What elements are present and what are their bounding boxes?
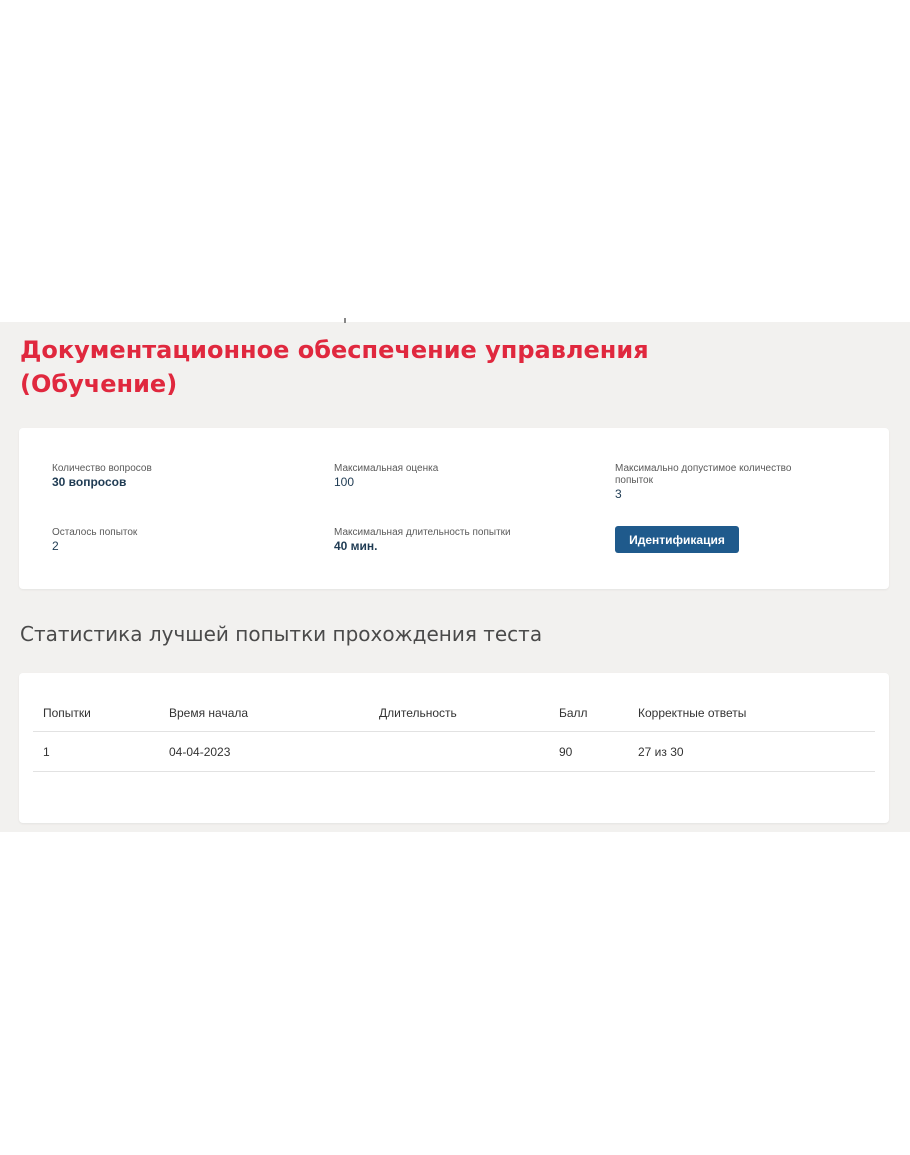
attempts-left-value: 2 [52,539,59,553]
page-title [20,333,720,401]
column-header-start-time: Время начала [159,695,369,732]
max-attempts-label: Максимально допустимое количество попыток [615,463,792,486]
divider-mark [344,318,346,323]
max-duration-value: 40 мин. [334,539,378,553]
column-header-attempts: Попытки [33,695,159,732]
cell-start-time: 04-04-2023 [159,732,369,772]
column-header-score: Балл [549,695,628,732]
stats-section-title: Статистика лучшей попытки прохождения теста [20,622,543,646]
attempts-left-label: Осталось попыток [52,527,138,538]
page-title-line-2: (Обучение) [20,370,178,398]
max-attempts-field [615,463,825,501]
cell-attempt: 1 [33,732,159,772]
max-attempts-value: 3 [615,487,622,501]
cell-score: 90 [549,732,628,772]
column-header-duration: Длительность [369,695,549,732]
test-info-card [19,428,889,589]
questions-count-field [52,463,292,489]
questions-count-value: 30 вопросов [52,475,127,489]
attempts-left-field [52,527,292,553]
stats-card [19,673,889,823]
max-duration-field [334,527,574,553]
max-duration-label: Максимальная длительность попытки [334,527,511,538]
page-title-line-1: Документационное обеспечение управления [20,336,649,364]
questions-count-label: Количество вопросов [52,463,152,474]
stats-header-row [33,695,875,732]
max-score-value: 100 [334,475,355,489]
table-row [33,732,875,772]
max-score-field [334,463,574,489]
cell-correct-answers: 27 из 30 [628,732,875,772]
max-score-label: Максимальная оценка [334,463,439,474]
column-header-correct-answers: Корректные ответы [628,695,875,732]
identification-button[interactable]: Идентификация [615,526,739,553]
cell-duration [369,732,549,772]
stats-table [33,695,875,772]
